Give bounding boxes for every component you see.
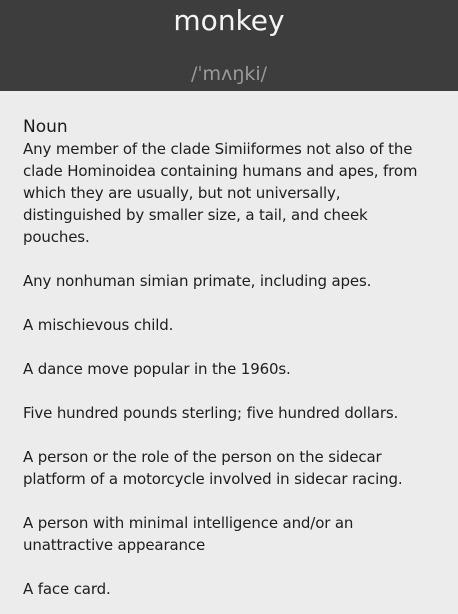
definition-item: A face card. [23, 580, 111, 598]
definition-item: Any nonhuman simian primate, including apes. [23, 272, 372, 290]
definition-item: Any member of the clade Simiiformes not also of the clade Hominoidea containing humans and apes, from which they are usually, but not universally, distinguished by smaller size, a tail, and cheek pouches. [23, 140, 418, 246]
definition-list [23, 116, 433, 600]
pronunciation: /ˈmʌŋki/ [190, 63, 268, 85]
definition-item: A person with minimal intelligence and/or an unattractive appearance [23, 514, 354, 554]
definition-item: A mischievous child. [23, 316, 174, 334]
word-header [0, 0, 458, 91]
part-of-speech-heading: Noun [23, 117, 68, 137]
word-title: monkey [173, 4, 285, 37]
definition-item: A person or the role of the person on the sidecar platform of a motorcycle involved in sidecar racing. [23, 448, 403, 488]
definition-item: Five hundred pounds sterling; five hundred dollars. [23, 404, 399, 422]
definition-item: A dance move popular in the 1960s. [23, 360, 291, 378]
